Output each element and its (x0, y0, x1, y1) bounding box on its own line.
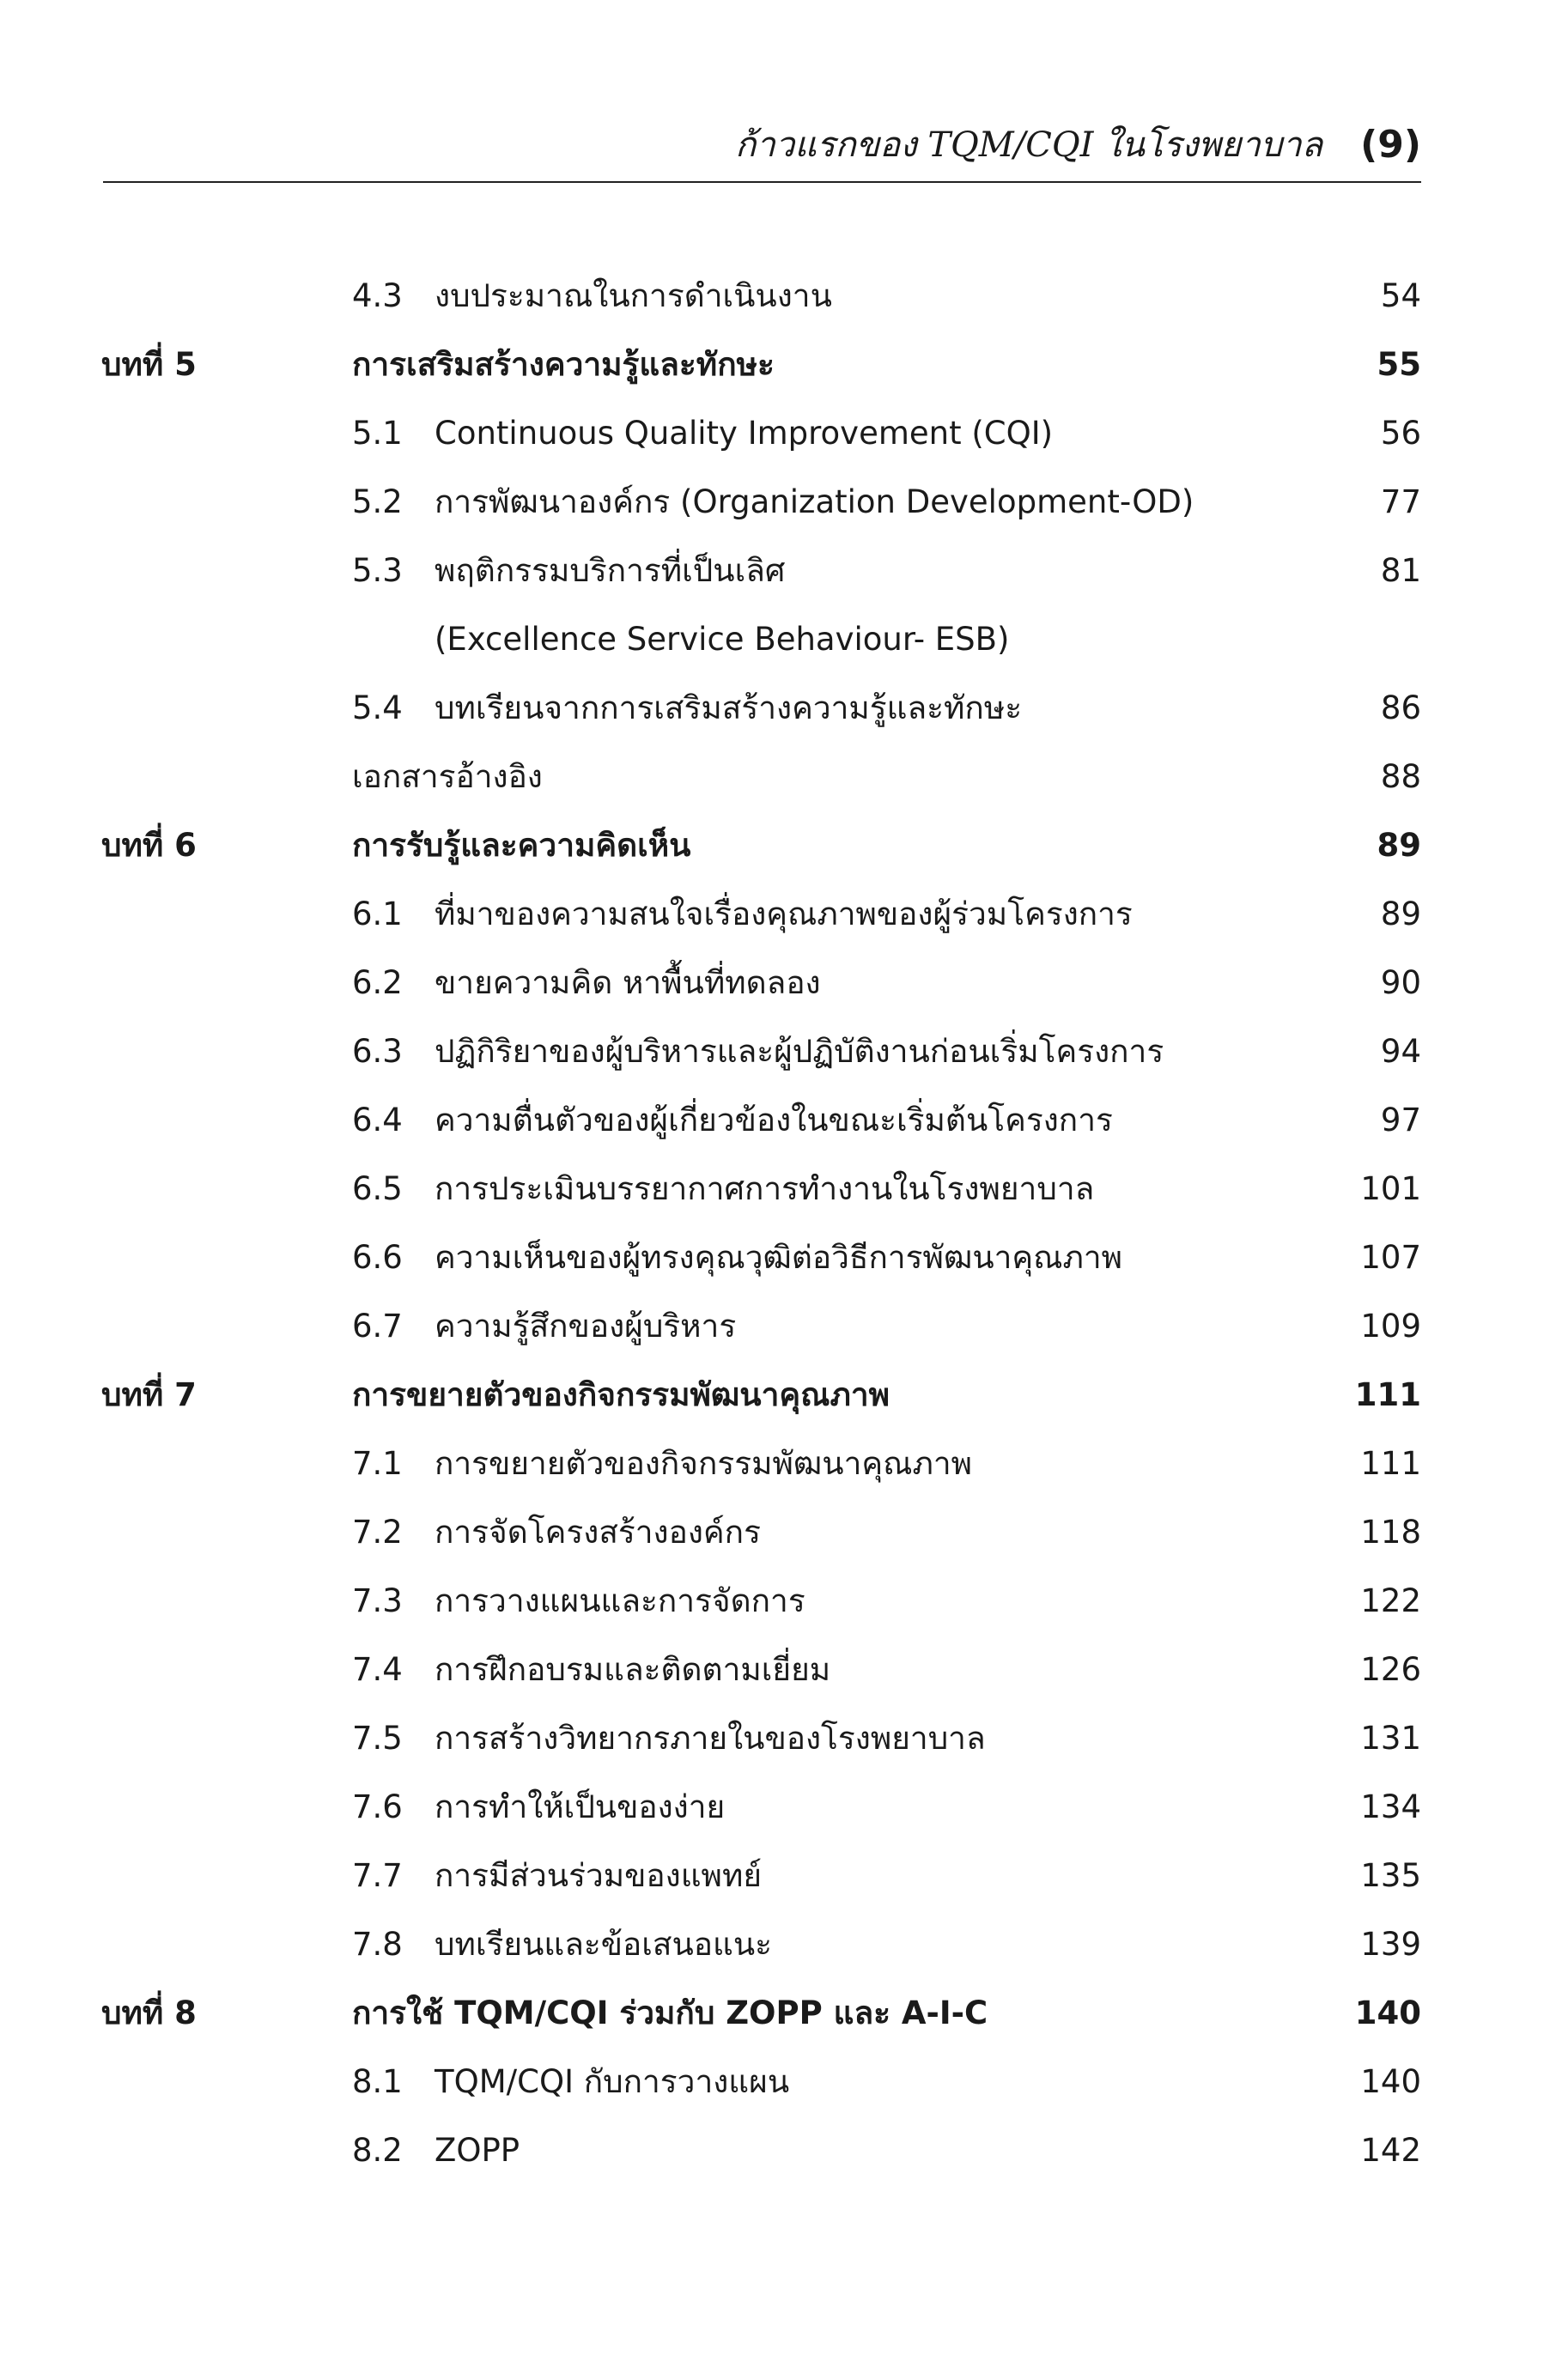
section-title: Continuous Quality Improvement (CQI) (435, 415, 1054, 452)
toc-entry-row (0, 537, 1556, 605)
chapter-label: บทที่ 5 (101, 346, 197, 383)
section-title: การพัฒนาองค์กร (Organization Development-OD) (435, 483, 1194, 520)
section-title: ที่มาของความสนใจเรื่องคุณภาพของผู้ร่วมโครงการ (435, 896, 1133, 932)
header-rule (103, 181, 1421, 183)
running-header-title: ก้าวแรกของ TQM/CQI ในโรงพยาบาล (735, 125, 1323, 165)
chapter-page-number: 55 (1377, 346, 1421, 383)
toc-entry-row (0, 1498, 1556, 1567)
section-number: 7.4 (352, 1651, 403, 1688)
references-title: เอกสารอ้างอิง (352, 758, 543, 795)
chapter-title: การขยายตัวของกิจกรรมพัฒนาคุณภาพ (352, 1376, 890, 1413)
toc-entry-row (0, 1017, 1556, 1086)
section-title: พฤติกรรมบริการที่เป็นเลิศ (435, 552, 786, 589)
section-number: 7.7 (352, 1857, 403, 1894)
chapter-label: บทที่ 7 (101, 1376, 197, 1413)
section-number: 5.2 (352, 483, 403, 520)
section-page-number: 109 (1360, 1308, 1421, 1345)
section-number: 7.6 (352, 1788, 403, 1825)
section-title: การมีส่วนร่วมของแพทย์ (435, 1857, 763, 1894)
section-number: 8.2 (352, 2132, 403, 2169)
section-title: บทเรียนจากการเสริมสร้างความรู้และทักษะ (435, 689, 1023, 726)
toc-entry-row (0, 1567, 1556, 1636)
chapter-label: บทที่ 6 (101, 827, 197, 864)
section-number: 5.1 (352, 415, 403, 452)
section-page-number: 54 (1380, 277, 1421, 314)
toc-entry-row (0, 1223, 1556, 1292)
section-number: 4.3 (352, 277, 403, 314)
toc-entry-row (0, 468, 1556, 537)
section-number: 6.1 (352, 896, 403, 932)
section-page-number: 118 (1360, 1514, 1421, 1551)
page-number: (9) (1360, 122, 1421, 167)
toc-entry-row (0, 1842, 1556, 1910)
toc-chapter-row (0, 811, 1556, 880)
section-page-number: 90 (1380, 964, 1421, 1001)
section-page-number: 89 (1380, 896, 1421, 932)
section-page-number: 81 (1380, 552, 1421, 589)
section-number: 5.3 (352, 552, 403, 589)
section-title-continuation: (Excellence Service Behaviour- ESB) (435, 621, 1010, 658)
section-number: 6.4 (352, 1102, 403, 1138)
toc-entry-row (0, 2116, 1556, 2185)
section-page-number: 86 (1380, 689, 1421, 726)
section-page-number: 107 (1360, 1239, 1421, 1276)
section-number: 6.3 (352, 1033, 403, 1070)
section-number: 6.2 (352, 964, 403, 1001)
section-title: การฝึกอบรมและติดตามเยี่ยม (435, 1651, 831, 1688)
section-title: งบประมาณในการดำเนินงาน (435, 277, 832, 314)
toc-entry-row (0, 605, 1556, 674)
toc-entry-row (0, 1704, 1556, 1773)
section-title: การวางแผนและการจัดการ (435, 1582, 805, 1619)
toc-entry-row (0, 399, 1556, 468)
section-number: 7.5 (352, 1720, 403, 1757)
section-page-number: 134 (1360, 1788, 1421, 1825)
section-title: การทำให้เป็นของง่าย (435, 1788, 726, 1825)
toc-entry-row (0, 743, 1556, 811)
toc-entry-row (0, 949, 1556, 1017)
section-title: ความเห็นของผู้ทรงคุณวุฒิต่อวิธีการพัฒนาคุณภาพ (435, 1239, 1123, 1276)
section-page-number: 101 (1360, 1170, 1421, 1207)
section-page-number: 140 (1360, 2063, 1421, 2100)
toc-entry-row (0, 1155, 1556, 1223)
section-number: 6.7 (352, 1308, 403, 1345)
chapter-page-number: 89 (1377, 827, 1421, 864)
section-title: การประเมินบรรยากาศการทำงานในโรงพยาบาล (435, 1170, 1095, 1207)
section-number: 5.4 (352, 689, 403, 726)
toc-chapter-row (0, 331, 1556, 399)
toc-entry-row (0, 1086, 1556, 1155)
section-number: 6.6 (352, 1239, 403, 1276)
section-number: 7.1 (352, 1445, 403, 1482)
section-number: 7.2 (352, 1514, 403, 1551)
section-title: การจัดโครงสร้างองค์กร (435, 1514, 761, 1551)
section-title: การขยายตัวของกิจกรรมพัฒนาคุณภาพ (435, 1445, 973, 1482)
section-page-number: 142 (1360, 2132, 1421, 2169)
section-title: ZOPP (435, 2132, 520, 2169)
section-title: ปฏิกิริยาของผู้บริหารและผู้ปฏิบัติงานก่อนเริ่มโครงการ (435, 1033, 1164, 1070)
toc-entry-row (0, 1773, 1556, 1842)
toc-entry-row (0, 1636, 1556, 1704)
section-title: การสร้างวิทยากรภายในของโรงพยาบาล (435, 1720, 986, 1757)
section-number: 8.1 (352, 2063, 403, 2100)
toc-entry-row (0, 2048, 1556, 2116)
chapter-title: การรับรู้และความคิดเห็น (352, 827, 691, 864)
section-page-number: 139 (1360, 1926, 1421, 1963)
chapter-title: การเสริมสร้างความรู้และทักษะ (352, 346, 775, 383)
section-page-number: 77 (1380, 483, 1421, 520)
section-page-number: 111 (1360, 1445, 1421, 1482)
toc-chapter-row (0, 1361, 1556, 1430)
section-number: 7.3 (352, 1582, 403, 1619)
references-page-number: 88 (1380, 758, 1421, 795)
toc-entry-row (0, 1292, 1556, 1361)
section-title: ขายความคิด หาพื้นที่ทดลอง (435, 964, 821, 1001)
section-title: TQM/CQI กับการวางแผน (435, 2063, 790, 2100)
section-number: 7.8 (352, 1926, 403, 1963)
toc-entry-row (0, 674, 1556, 743)
section-page-number: 131 (1360, 1720, 1421, 1757)
chapter-title: การใช้ TQM/CQI ร่วมกับ ZOPP และ A-I-C (352, 1994, 988, 2031)
section-number: 6.5 (352, 1170, 403, 1207)
toc-entry-row (0, 262, 1556, 331)
section-page-number: 126 (1360, 1651, 1421, 1688)
chapter-page-number: 111 (1354, 1376, 1421, 1413)
chapter-page-number: 140 (1354, 1994, 1421, 2031)
toc-entry-row (0, 880, 1556, 949)
section-title: ความรู้สึกของผู้บริหาร (435, 1308, 737, 1345)
running-header (103, 110, 1421, 179)
section-page-number: 56 (1380, 415, 1421, 452)
table-of-contents (0, 262, 1556, 2185)
toc-chapter-row (0, 1979, 1556, 2048)
section-title: บทเรียนและข้อเสนอแนะ (435, 1926, 773, 1963)
section-page-number: 97 (1380, 1102, 1421, 1138)
chapter-label: บทที่ 8 (101, 1994, 197, 2031)
section-page-number: 135 (1360, 1857, 1421, 1894)
toc-entry-row (0, 1430, 1556, 1498)
section-page-number: 122 (1360, 1582, 1421, 1619)
toc-entry-row (0, 1910, 1556, 1979)
section-title: ความตื่นตัวของผู้เกี่ยวข้องในขณะเริ่มต้นโครงการ (435, 1102, 1113, 1138)
section-page-number: 94 (1380, 1033, 1421, 1070)
